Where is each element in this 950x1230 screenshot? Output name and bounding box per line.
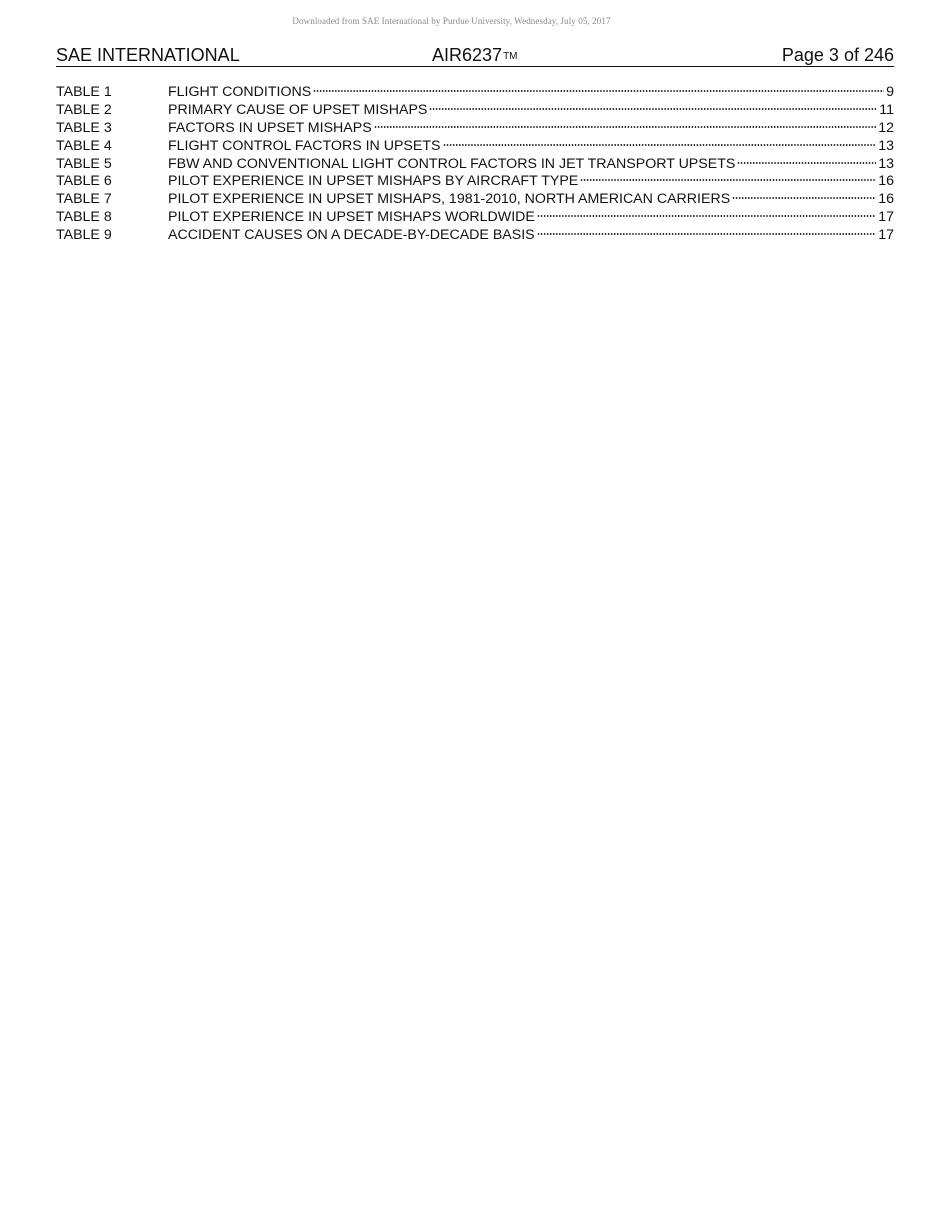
toc-entry-number: TABLE 1 (56, 84, 112, 100)
download-watermark: Downloaded from SAE International by Purdue University, Wednesday, July 05, 2017 (292, 16, 611, 26)
toc-entry-number: TABLE 4 (56, 137, 112, 154)
toc-entry[interactable] (56, 173, 894, 191)
toc-dot-leader (580, 178, 876, 182)
document-id-text: AIR6237 (432, 45, 503, 65)
toc-entry-title: FLIGHT CONDITIONS (168, 84, 312, 100)
toc-entry-title: PILOT EXPERIENCE IN UPSET MISHAPS, 1981-2010, NORTH AMERICAN CARRIERS (168, 191, 731, 208)
toc-entry-number: TABLE 7 (56, 191, 112, 208)
toc-dot-leader (313, 89, 884, 93)
toc-dot-leader (429, 107, 877, 111)
page-header (56, 44, 894, 67)
toc-entry-page: 12 (878, 119, 894, 136)
toc-entry-title: PILOT EXPERIENCE IN UPSET MISHAPS WORLDWIDE (168, 209, 535, 226)
toc-entry[interactable] (56, 227, 894, 245)
toc-entry[interactable] (56, 120, 894, 138)
toc-entry-title: PRIMARY CAUSE OF UPSET MISHAPS (168, 101, 428, 118)
toc-dot-leader (374, 125, 877, 129)
toc-entry[interactable] (56, 84, 894, 102)
toc-entry-page: 13 (878, 137, 894, 154)
toc-entry-page: 13 (878, 155, 894, 172)
toc-entry-number: TABLE 2 (56, 101, 112, 118)
toc-entry-page: 9 (886, 84, 894, 100)
toc-entry[interactable] (56, 156, 894, 174)
toc-entry-page: 17 (878, 227, 894, 244)
toc-entry[interactable] (56, 209, 894, 227)
trademark-symbol: TM (503, 51, 518, 62)
toc-entry-number: TABLE 6 (56, 173, 112, 190)
toc-entry-number: TABLE 8 (56, 209, 112, 226)
toc-entry-number: TABLE 3 (56, 119, 112, 136)
toc-entry[interactable] (56, 191, 894, 209)
toc-dot-leader (537, 232, 877, 236)
toc-entry-page: 16 (878, 173, 894, 190)
toc-entry-title: FBW AND CONVENTIONAL LIGHT CONTROL FACTORS IN JET TRANSPORT UPSETS (168, 155, 736, 172)
toc-entry[interactable] (56, 102, 894, 120)
toc-entry-page: 11 (879, 101, 894, 118)
toc-entry-title: ACCIDENT CAUSES ON A DECADE-BY-DECADE BASIS (168, 227, 535, 244)
toc-dot-leader (737, 161, 876, 165)
toc-entry-title: PILOT EXPERIENCE IN UPSET MISHAPS BY AIRCRAFT TYPE (168, 173, 579, 190)
toc-entry-page: 17 (878, 209, 894, 226)
toc-entry-page: 16 (878, 191, 894, 208)
list-of-tables (56, 84, 894, 245)
toc-dot-leader (443, 143, 877, 147)
toc-dot-leader (537, 214, 876, 218)
organization-name: SAE INTERNATIONAL (56, 45, 240, 65)
page-number: Page 3 of 246 (781, 45, 894, 65)
toc-dot-leader (732, 196, 876, 200)
toc-entry[interactable] (56, 138, 894, 156)
document-id (432, 44, 518, 68)
toc-entry-number: TABLE 9 (56, 227, 112, 244)
toc-entry-title: FLIGHT CONTROL FACTORS IN UPSETS (168, 137, 441, 154)
toc-entry-number: TABLE 5 (56, 155, 112, 172)
toc-entry-title: FACTORS IN UPSET MISHAPS (168, 119, 372, 136)
